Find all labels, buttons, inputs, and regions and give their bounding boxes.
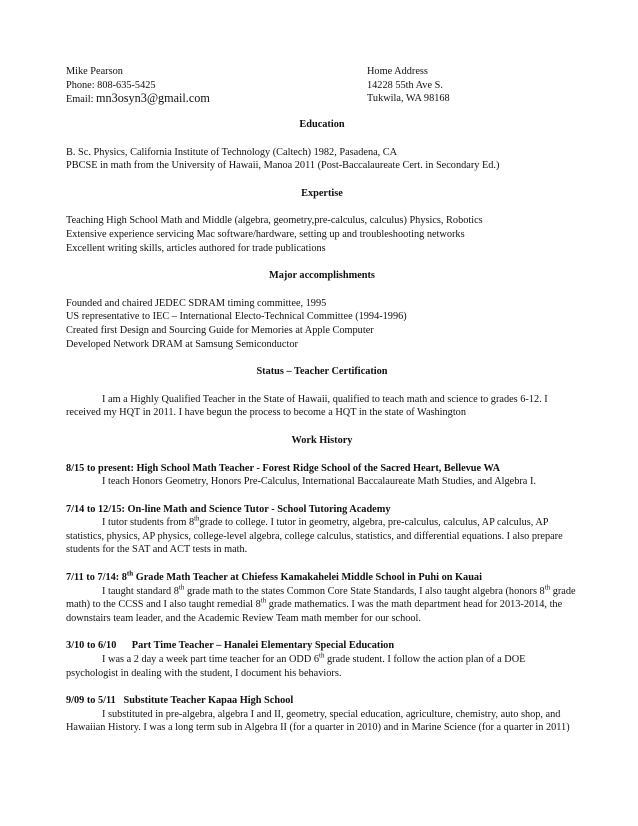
contact-email-label: Email:	[66, 94, 97, 106]
job-title: 8/15 to present: High School Math Teacher - Forest Ridge School of the Sacred Heart, Bellevue WA	[66, 462, 501, 474]
job-description	[66, 653, 578, 680]
job-entry	[66, 571, 578, 625]
contact-email-line	[66, 92, 356, 107]
accomplishment-line: US representative to IEC – International Electo-Technical Committee (1994-1996)	[66, 311, 407, 323]
job-text: grade math to the states Common Core State Standards, I also taught algebra (honors 8	[184, 585, 545, 597]
accomplishments-heading: Major accomplishments	[269, 270, 375, 282]
contact-email-link[interactable]: mn3osyn3@gmail.com	[96, 91, 210, 106]
job-description	[66, 585, 578, 626]
ordinal-suffix: th	[194, 514, 200, 523]
accomplishment-line: Founded and chaired JEDEC SDRAM timing committee, 1995	[66, 297, 327, 309]
job-entry	[66, 639, 578, 680]
job-title: 7/14 to 12/15: On-line Math and Science Tutor - School Tutoring Academy	[66, 503, 391, 515]
education-line: PBCSE in math from the University of Hawaii, Manoa 2011 (Post-Baccalaureate Cert. in Secondary Ed.)	[66, 160, 500, 172]
job-title-text: Grade Math Teacher at Chiefess Kamakahelei Middle School in Puhi on Kauai	[133, 572, 482, 584]
certification-text: I am a Highly Qualified Teacher in the State of Hawaii, qualified to teach math and science to grades 6-12. I received my HQT in 2011. I have begun the process to become a HQT in the state of Washington	[66, 393, 548, 419]
job-text: I was a 2 day a week part time teacher for an ODD 6	[102, 654, 319, 666]
ordinal-suffix: th	[319, 651, 325, 660]
job-text: grade mathematics. I was the math department head for 2013-2014, the downstairs team leader, and the Academic Review Team math member for our school.	[66, 599, 563, 624]
ordinal-suffix: th	[178, 583, 185, 592]
job-description	[66, 516, 578, 557]
contact-name: Mike Pearson	[66, 66, 123, 77]
job-title: 9/09 to 5/11 Substitute Teacher Kapaa High School	[66, 695, 294, 707]
expertise-line: Extensive experience servicing Mac software/hardware, setting up and troubleshooting networks	[66, 228, 465, 240]
ordinal-suffix: th	[126, 569, 134, 578]
job-description: I substituted in pre-algebra, algebra I and II, geometry, special education, agriculture, chemistry, auto shop, and Hawaiian History. I was a long term sub in Algebra II (for a quarter in 2010) and in Marine Science (for a quarter in 2011)	[66, 708, 570, 734]
job-title	[66, 571, 578, 585]
accomplishment-line: Created first Design and Sourcing Guide for Memories at Apple Computer	[66, 324, 374, 336]
ordinal-suffix: th	[260, 596, 267, 605]
address-city: Tukwila, WA 98168	[367, 93, 450, 105]
job-entry	[66, 462, 578, 489]
ordinal-suffix: th	[544, 583, 551, 592]
address-label: Home Address	[367, 66, 428, 77]
job-entry	[66, 694, 578, 735]
expertise-line: Excellent writing skills, articles authored for trade publications	[66, 242, 326, 254]
resume-body	[66, 118, 578, 735]
job-text: grade student. I follow the action plan of a DOE psychologist in dealing with the student, I document his behaviors.	[66, 654, 526, 679]
job-text: I taught standard 8	[102, 585, 179, 597]
contact-phone: Phone: 808-635-5425	[66, 79, 156, 91]
job-text: I tutor students from 8	[102, 517, 195, 529]
expertise-line: Teaching High School Math and Middle (algebra, geometry,pre-calculus, calculus) Physics, Robotics	[66, 215, 483, 227]
accomplishment-line: Developed Network DRAM at Samsung Semiconductor	[66, 338, 298, 350]
job-title-text: 7/11 to 7/14: 8	[66, 572, 127, 584]
work-history-heading: Work History	[291, 434, 353, 446]
job-entry	[66, 503, 578, 557]
expertise-heading: Expertise	[301, 187, 343, 199]
certification-heading: Status – Teacher Certification	[256, 366, 388, 378]
address-street: 14228 55th Ave S.	[367, 79, 443, 91]
job-description: I teach Honors Geometry, Honors Pre-Calculus, International Baccalaureate Math Studies, and Algebra I.	[102, 476, 536, 488]
job-text: grade math) to the CCSS and I also taught remedial 8	[66, 585, 576, 611]
education-heading: Education	[299, 119, 345, 130]
education-line: B. Sc. Physics, California Institute of Technology (Caltech) 1982, Pasadena, CA	[66, 146, 398, 158]
address-block	[367, 65, 587, 106]
job-text: grade to college. I tutor in geometry, algebra, pre-calculus, calculus, AP calculus, AP statistics, physics, AP physics, college-level algebra, college calculus, statistics, and differential equations. I also prepare students for the SAT and ACT tests in math.	[66, 517, 563, 556]
job-title: 3/10 to 6/10 Part Time Teacher – Hanalei Elementary Special Education	[66, 640, 395, 652]
contact-block	[66, 65, 356, 107]
